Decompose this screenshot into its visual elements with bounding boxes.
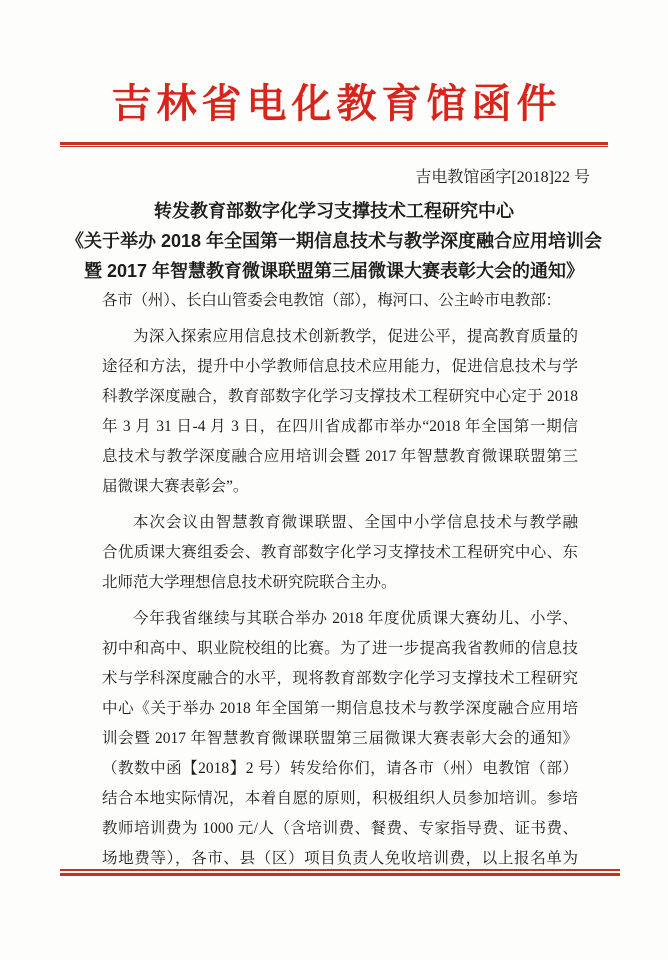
- document-reference-number: 吉电教馆函字[2018]22 号: [415, 169, 590, 186]
- body-line: 术与学科深度融合的水平，现将教育部数字化学习支撑技术工程研究: [102, 670, 578, 687]
- body-line: 科教学深度融合，教育部数字化学习支撑技术工程研究中心定于 2018: [102, 388, 578, 405]
- letterhead-title: 吉林省电化教育馆函件: [111, 81, 562, 126]
- notice-title-line: 转发教育部数字化学习支撑技术工程研究中心: [154, 201, 514, 221]
- footer-divider-line: [60, 869, 620, 876]
- body-line: 年 3 月 31 日-4 月 3 日，在四川省成都市举办“2018 年全国第一期信: [102, 418, 578, 435]
- notice-title-line: 《关于举办 2018 年全国第一期信息技术与教学深度融合应用培训会: [65, 231, 603, 251]
- header-divider-line: [60, 142, 608, 147]
- body-line: 途径和方法，提升中小学教师信息技术应用能力，促进信息技术与学: [102, 358, 578, 375]
- body-line: 中心《关于举办 2018 年全国第一期信息技术与教学深度融合应用培: [102, 700, 578, 717]
- body-line: 训会暨 2017 年智慧教育微课联盟第三届微课大赛表彰大会的通知》: [102, 730, 578, 747]
- body-line: 合优质课大赛组委会、教育部数字化学习支撑技术工程研究中心、东: [102, 544, 578, 561]
- body-line: 息技术与教学深度融合应用培训会暨 2017 年智慧教育微课联盟第三: [102, 448, 578, 465]
- body-line: 本次会议由智慧教育微课联盟、全国中小学信息技术与教学融: [133, 514, 578, 531]
- letter-body: [102, 286, 578, 874]
- body-line: 初中和高中、职业院校组的比赛。为了进一步提高我省教师的信息技: [102, 640, 578, 657]
- body-line: 届微课大赛表彰会”。: [102, 478, 249, 495]
- body-line: 为深入探索应用信息技术创新教学，促进公平，提高教育质量的: [133, 328, 578, 345]
- body-line: 结合本地实际情况，本着自愿的原则，积极组织人员参加培训。参培: [102, 790, 578, 807]
- body-paragraphs: [102, 322, 578, 874]
- salutation-line: 各市（州）、长白山管委会电教馆（部），梅河口、公主岭市电教部：: [102, 292, 561, 309]
- body-line: （教数中函【2018】2 号）转发给你们，请各市（州）电教馆（部）: [102, 760, 578, 777]
- body-line: 场地费等），各市、县（区）项目负责人免收培训费，以上报名单为: [102, 850, 578, 867]
- body-line: 北师范大学理想信息技术研究院联合主办。: [102, 574, 397, 591]
- body-line: 今年我省继续与其联合举办 2018 年度优质课大赛幼儿、小学、: [133, 610, 578, 627]
- notice-title: [0, 196, 668, 286]
- body-line: 教师培训费为 1000 元/人（含培训费、餐费、专家指导费、证书费、: [102, 820, 578, 837]
- notice-title-line: 暨 2017 年智慧教育微课联盟第三届微课大赛表彰大会的通知》: [83, 261, 585, 281]
